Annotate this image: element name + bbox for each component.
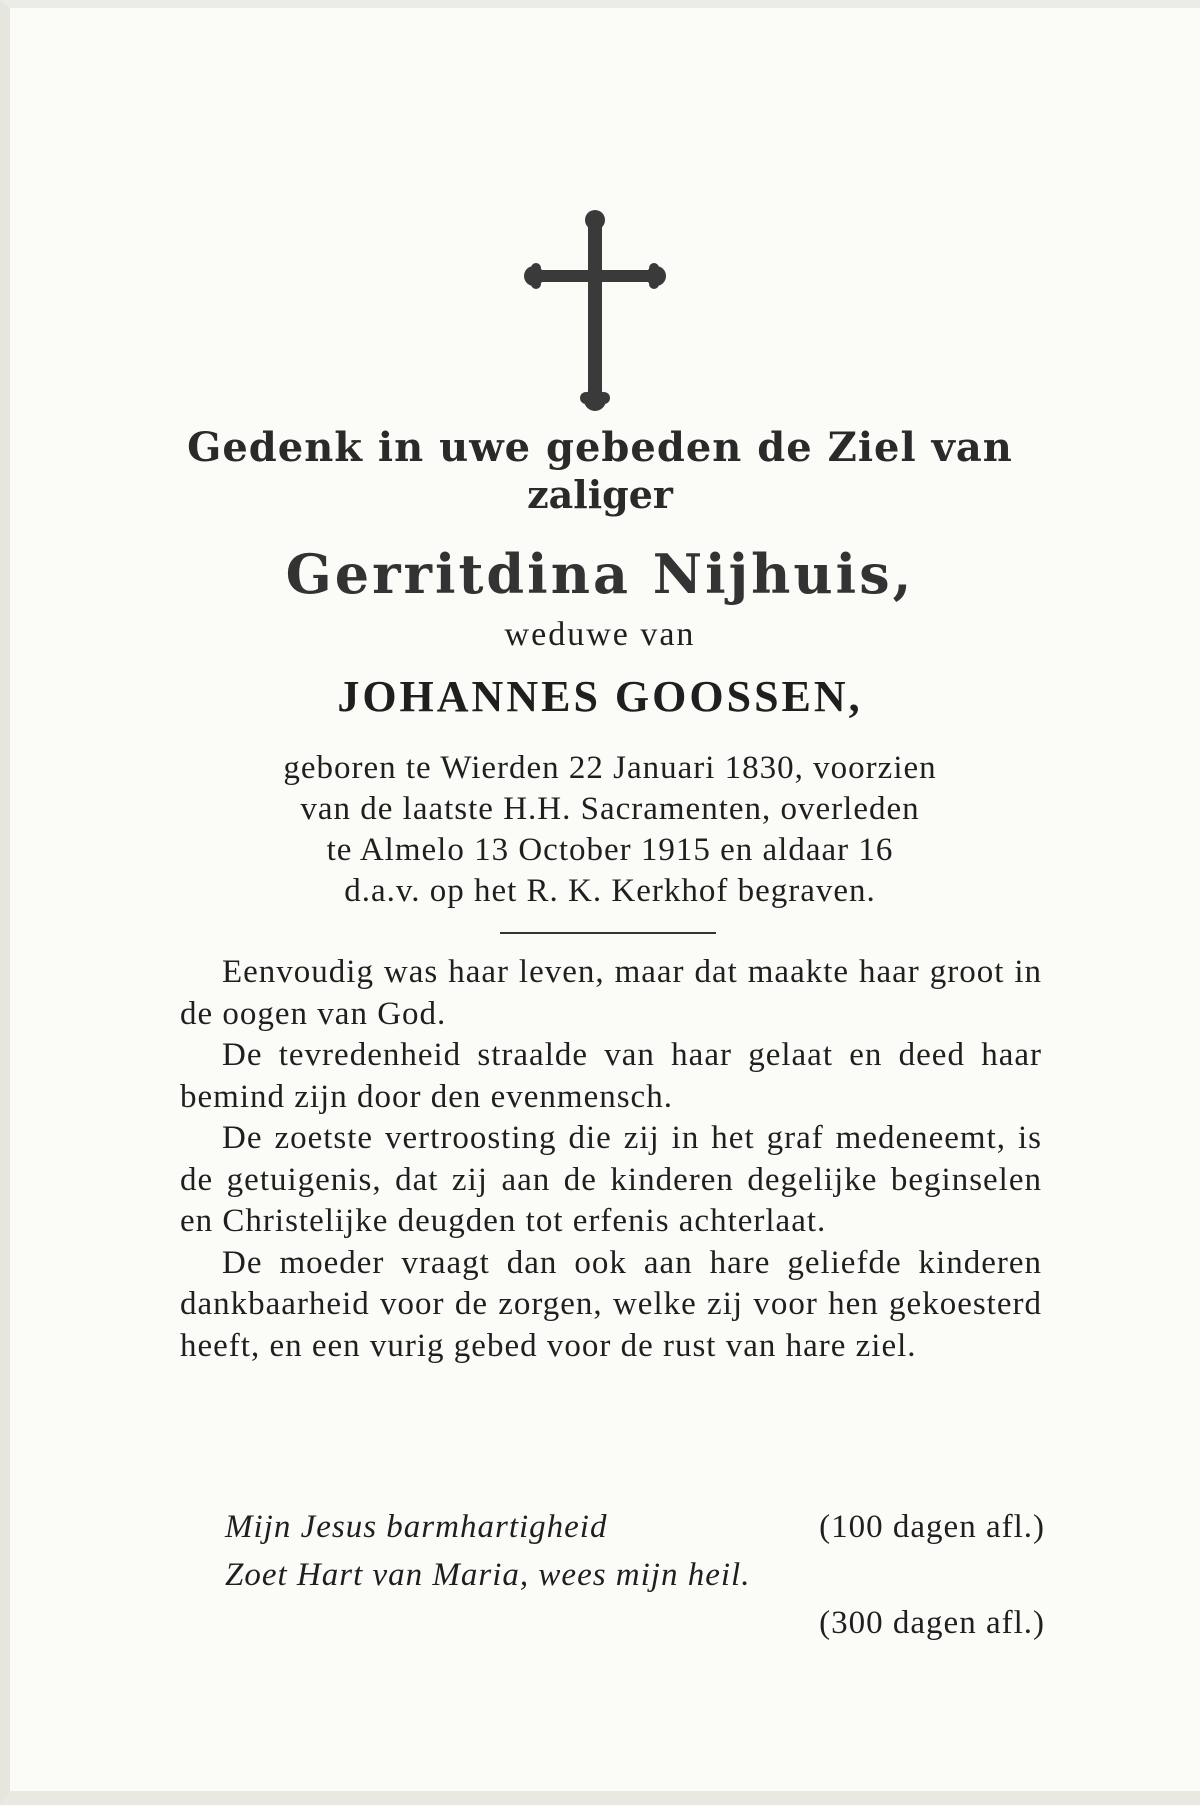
husband-name: JOHANNES GOOSSEN, <box>337 672 863 721</box>
relation-line: weduwe van <box>504 616 696 653</box>
birth-line: te Almelo 13 October 1915 en aldaar 16 <box>326 832 894 868</box>
paragraph: De tevredenheid straalde van haar gelaat en deed haar bemind zijn door den evenmensch. <box>180 1037 1042 1115</box>
birth-line: van de laatste H.H. Sacramenten, overleden <box>300 791 920 827</box>
indulgence-note: (300 dagen afl.) <box>819 1605 1045 1641</box>
birth-line: d.a.v. op het R. K. Kerkhof begraven. <box>344 873 876 909</box>
prayer-row <box>225 1599 1045 1647</box>
header-block <box>160 423 1040 725</box>
prayer-row <box>225 1503 1045 1551</box>
cross-icon <box>520 206 670 416</box>
paragraph: De moeder vraagt dan ook aan hare geliefde kinderen dankbaarheid voor de zorgen, welke zij voor hen gekoesterd heeft, en een vurig gebed voor de rust van hare ziel. <box>180 1244 1042 1364</box>
memorial-text <box>180 952 1042 1367</box>
birth-death-details <box>175 748 1045 912</box>
deceased-name: Gerritdina Nijhuis, <box>285 542 915 606</box>
zaliger-line: zaliger <box>527 472 673 517</box>
prayer-row <box>225 1551 1045 1599</box>
paragraph: De zoetste vertroosting die zij in het graf medeneemt, is de getuigenis, dat zij aan de kinderen degelijke beginselen en Christelijke deugden tot erfenis achterlaat. <box>180 1120 1042 1239</box>
divider-rule <box>500 932 716 934</box>
indulgence-note: (100 dagen afl.) <box>819 1509 1045 1545</box>
prayer-text: Mijn Jesus barmhartigheid <box>225 1509 608 1545</box>
prayers-block <box>225 1503 1045 1647</box>
invocation-line: Gedenk in uwe gebeden de Ziel van <box>187 424 1013 471</box>
birth-line: geboren te Wierden 22 Januari 1830, voorzien <box>283 750 937 786</box>
paragraph: Eenvoudig was haar leven, maar dat maakte haar groot in de oogen van God. <box>180 954 1042 1032</box>
prayer-text: Zoet Hart van Maria, wees mijn heil. <box>225 1557 751 1593</box>
